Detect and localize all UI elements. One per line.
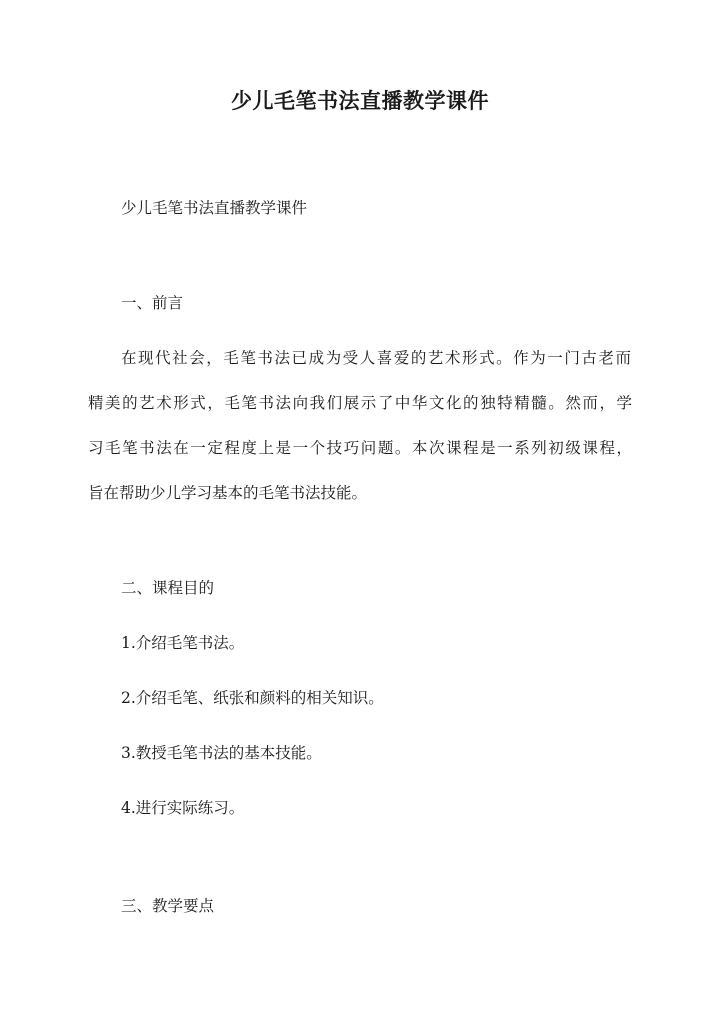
paragraph-line: 在现代社会，毛笔书法已成为受人喜爱的艺术形式。作为一门古老而 xyxy=(121,349,631,367)
document-subtitle: 少儿毛笔书法直播教学课件 xyxy=(121,199,308,217)
list-item: 3.教授毛笔书法的基本技能。 xyxy=(121,744,322,762)
paragraph-line: 习毛笔书法在一定程度上是一个技巧问题。本次课程是一系列初级课程， xyxy=(88,439,632,457)
list-item: 1.介绍毛笔书法。 xyxy=(121,634,245,652)
paragraph-line: 精美的艺术形式，毛笔书法向我们展示了中华文化的独特精髓。然而，学 xyxy=(88,394,632,412)
section-heading-key-points: 三、教学要点 xyxy=(121,897,215,915)
section-heading-objectives: 二、课程目的 xyxy=(121,579,215,597)
section-heading-preface: 一、前言 xyxy=(121,294,184,312)
paragraph-line: 旨在帮助少儿学习基本的毛笔书法技能。 xyxy=(88,484,368,502)
document-title: 少儿毛笔书法直播教学课件 xyxy=(231,88,489,113)
list-item: 2.介绍毛笔、纸张和颜料的相关知识。 xyxy=(121,689,384,707)
list-item: 4.进行实际练习。 xyxy=(121,799,245,817)
